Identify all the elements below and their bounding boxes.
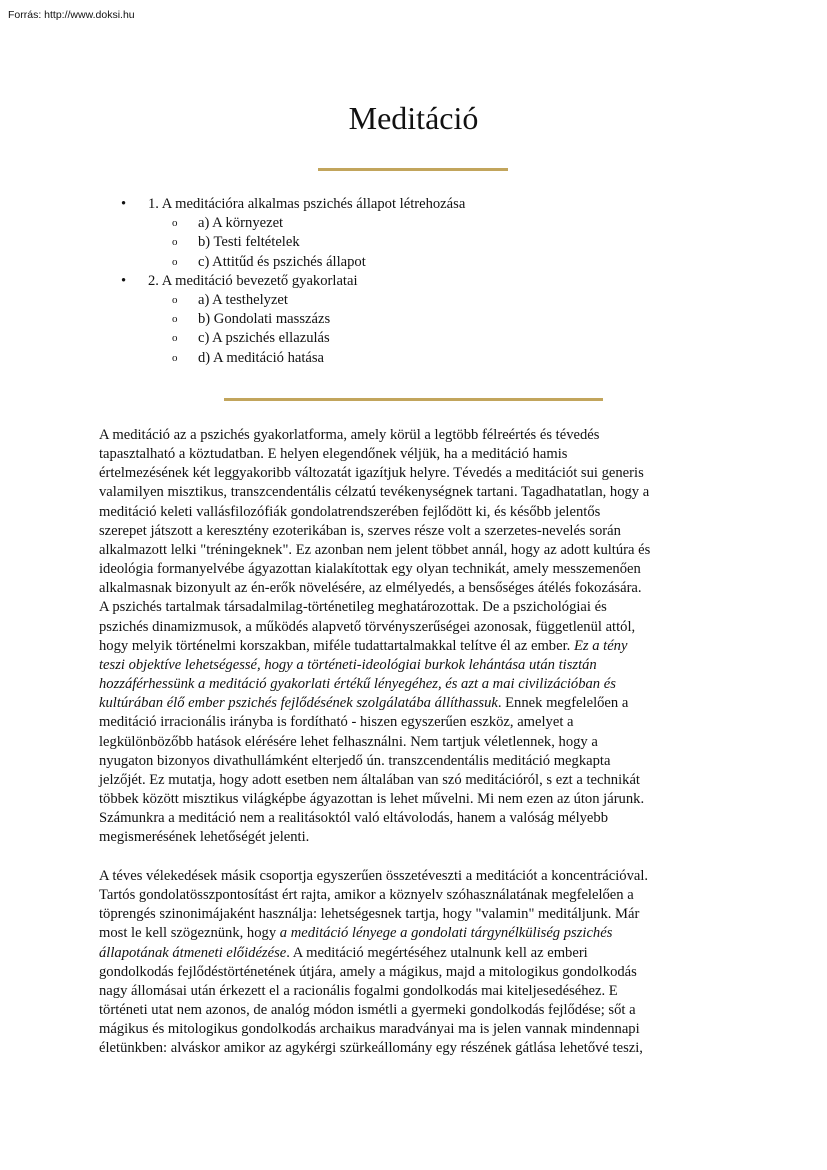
toc-subitem (0, 329, 827, 348)
text-line: pszichés dinamizmusok, a működés alapvető törvényszerűségei azonosak, függetlenül attól, (99, 618, 636, 635)
text-line: értelmezésének két leggyakoribb változatát igazítjuk helyre. Tévedés a meditációt sui generis (99, 465, 644, 482)
text-line: többek között misztikus világképbe ágyazottan is lehet művelni. Mi nem ezen az úton járunk. (99, 790, 645, 807)
toc-item-label: 1. A meditációra alkalmas pszichés állapot létrehozása (148, 196, 466, 212)
page-title: Meditáció (348, 100, 479, 136)
toc-subitem (0, 349, 827, 368)
text-line: életünkben: alváskor amikor az agykérgi szürkeállomány egy részének gátlása lehetővé teszi, (99, 1040, 643, 1057)
toc-subitem-label: a) A testhelyzet (198, 291, 288, 308)
body-paragraph-2 (99, 867, 731, 1059)
text-line: most le kell szögeznünk, hogy a meditáció lényege a gondolati tárgynélküliség pszichés (99, 925, 613, 942)
text-line: megismerésének lehetőségét jelenti. (99, 829, 310, 846)
bullet-icon: • (121, 196, 127, 212)
text-line: legkülönbözőbb hatások elérésére lehet felhasználni. Nem tartjuk véletlennek, hogy a (99, 733, 598, 750)
circle-bullet-icon: o (172, 313, 178, 326)
italic-run: hozzáférhessünk a meditáció gyakorlati értékű lényegéhez, és azt a mai civilizációban és (99, 676, 616, 693)
title-divider (318, 168, 508, 171)
toc-subitem-label: c) A pszichés ellazulás (198, 330, 330, 347)
text-line: gondolkodás fejlődéstörténetének útjára, amely a mágikus, majd a mitologikus gondolkodás (99, 963, 637, 980)
italic-run: Ez a tény (573, 637, 628, 654)
source-note: Forrás: http://www.doksi.hu (8, 9, 135, 21)
text-line: nagy állomásai után érkezett el a racionális fogalmi gondolkodás mai kiteljesedéséhez. E (99, 982, 618, 999)
text-line: alkalmasnak bizonyult az én-erők növelésére, az elmélyedés, a bensőséges átélés fokozására. (99, 580, 642, 597)
circle-bullet-icon: o (172, 255, 178, 268)
text-line: hogy melyik történelmi korszakban, miféle tudattartalmakkal telítve él az ember. Ez a tény (99, 637, 628, 654)
circle-bullet-icon: o (172, 351, 178, 364)
body-paragraph-1 (99, 426, 731, 847)
toc-subitem-label: c) Attitűd és pszichés állapot (198, 253, 366, 270)
text-line: A téves vélekedések másik csoportja egyszerűen összetéveszti a meditációt a koncentrációval. (99, 868, 649, 884)
text-line: alkalmazott lelki "tréningeknek". Ez azonban nem jelent többet annál, hogy az adott kultúra és (99, 541, 651, 558)
text-line: töprengés szinonimájaként használja: lehetségesnek tartja, hogy "valamin" meditáljunk. Már (99, 906, 640, 923)
italic-run: kultúrában élő ember pszichés fejlődésének szolgálatába állíthassuk (99, 695, 498, 712)
text-line: kultúrában élő ember pszichés fejlődésének szolgálatába állíthassuk. Ennek megfelelően a (99, 695, 629, 712)
text-line: ideológia formanyelvébe ágyazottan kialakítottak egy olyan technikát, amely messzemenően (99, 561, 641, 578)
toc-subitem (0, 214, 827, 233)
italic-run: a meditáció lényege a gondolati tárgynélküliség pszichés (279, 925, 613, 942)
text-line (99, 675, 731, 694)
text-line: A meditáció az a pszichés gyakorlatforma, amely körül a legtöbb félreértés és tévedés (99, 427, 600, 443)
text-line (99, 656, 731, 675)
text-line: jelzőjét. Ez mutatja, hogy adott esetben nem általában van szó meditációról, s ezt a technikát (99, 771, 640, 788)
text-line: A pszichés tartalmak társadalmilag-történetileg meghatározottak. De a pszichológiai és (99, 599, 607, 616)
text-line: meditáció keleti vallásfilozófiák gondolatrendszerében fejlődött ki, és később jelentős (99, 503, 601, 520)
toc-subitem-label: b) Gondolati masszázs (198, 311, 331, 328)
toc-subitem (0, 253, 827, 272)
toc-subitem-label: d) A meditáció hatása (198, 349, 325, 366)
text-line: tapasztalható a köztudatban. E helyen elegendőnek véljük, ha a meditáció hamis (99, 446, 568, 463)
italic-run: teszi objektíve lehetségessé, hogy a történeti-ideológiai burkok lehántása után tisztán (99, 656, 597, 673)
italic-run: állapotának átmeneti előidézése (99, 944, 287, 961)
circle-bullet-icon: o (172, 217, 178, 230)
section-divider (224, 398, 603, 401)
text-line: valamilyen misztikus, transzcendentális célzatú tevékenységnek tartani. Tagadhatatlan, hogy a (99, 484, 650, 501)
text-line: szerepet játszott a keresztény ezoterikában is, szerves része volt a szerzetes-nevelés során (99, 522, 621, 539)
circle-bullet-icon: o (172, 293, 178, 306)
toc-subitem-label: b) Testi feltételek (198, 234, 300, 251)
toc-subitem (0, 291, 827, 310)
circle-bullet-icon: o (172, 332, 178, 345)
text-line: meditáció irracionális irányba is fordítható - hiszen egyszerűen eszköz, amelyet a (99, 714, 574, 731)
text-line: Számunkra a meditáció nem a realitásoktól való eltávolodás, hanem a valóság mélyebb (99, 810, 608, 827)
toc-subitem (0, 310, 827, 329)
text-line: állapotának átmeneti előidézése. A meditáció megértéséhez utalnunk kell az emberi (99, 944, 588, 961)
circle-bullet-icon: o (172, 236, 178, 249)
toc-item (0, 272, 827, 291)
toc-item-label: 2. A meditáció bevezető gyakorlatai (148, 272, 358, 289)
text-line: mágikus és mitologikus gondolkodás archaikus maradványai ma is jelen vannak mindennapi (99, 1021, 640, 1038)
toc-item (0, 195, 827, 214)
text-line: nyugaton bizonyos divathullámként elterjedő ún. transzcendentális meditáció megkapta (99, 752, 611, 769)
text-line: Tartós gondolatösszpontosítást ért rajta, amikor a köznyelv szóhasználatának megfelelően a (99, 887, 634, 904)
table-of-contents (0, 195, 827, 368)
text-line: történeti utat nem azonos, de analóg módon ismétli a gyermeki gondolkodás fejlődése; sőt a (99, 1002, 636, 1019)
toc-subitem-label: a) A környezet (198, 215, 284, 232)
bullet-icon: • (121, 272, 127, 289)
toc-subitem (0, 233, 827, 252)
